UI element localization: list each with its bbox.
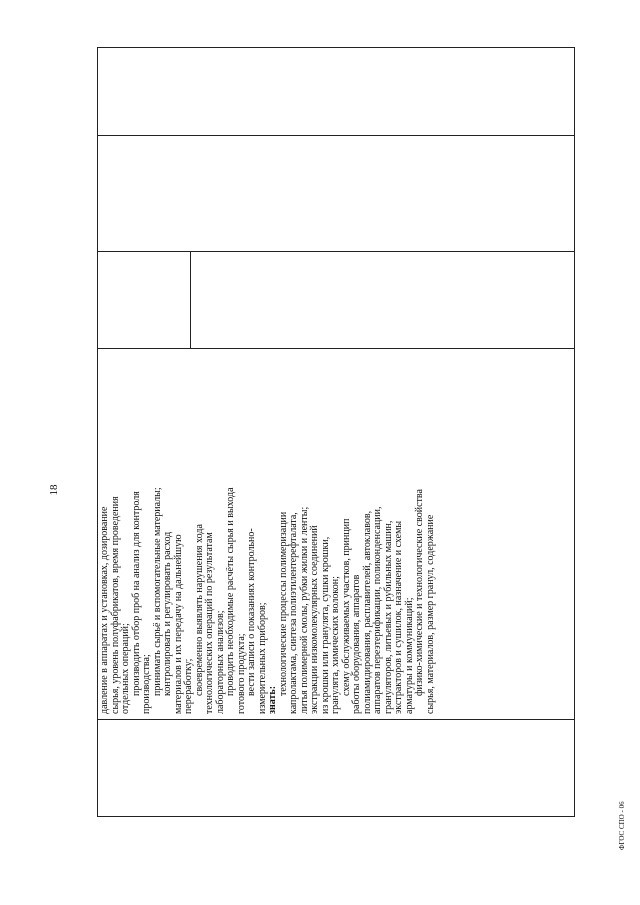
empty-cell-right-1 [98, 136, 575, 252]
text-line: полиамидирования, расплавителей, автоклавов, [361, 510, 373, 714]
text-line: своевременно выявлять нарушения хода [193, 524, 205, 696]
text-line: готового продукта; [235, 633, 247, 714]
text-line: производства; [141, 654, 152, 714]
table-row [98, 48, 575, 817]
text-line: вести записи о показаниях контрольно- [246, 528, 257, 696]
footer-code: ФГОС СПО - 06 [618, 801, 626, 850]
text-line: давление в аппаратах и установках, дозирование [99, 506, 110, 714]
text-line: аппаратов переэтерификации, поликонденсации, [372, 506, 383, 714]
empty-cell-middle [98, 252, 575, 349]
text-line: материалов и их передачу на дальнейшую [172, 534, 184, 714]
text-line: экстракции низкомолекулярных соединений [309, 525, 320, 714]
competency-text-cell [98, 349, 575, 720]
text-line: гранулята, химических волокон; [330, 576, 341, 714]
text-line: грануляторов, литьевых и рубильных машин, [382, 520, 394, 714]
text-line: технологические процессы полимеризации [277, 511, 289, 696]
text-line: контролировать и регулировать расход [162, 531, 173, 696]
text-line: переработку; [183, 658, 194, 714]
text-line: измерительных приборов; [256, 602, 268, 714]
text-line: проводить необходимые расчёты сырья и выхода [225, 487, 236, 696]
text-line: принимать сырьё и вспомогательные материалы; [151, 487, 163, 696]
standard-table [97, 47, 575, 817]
text-line: отдельных операций; [120, 623, 131, 714]
text-line: лабораторных анализов; [214, 610, 226, 714]
text-line: схему обслуживаемых участков, принцип [340, 518, 352, 696]
empty-cell-right-2 [98, 48, 575, 136]
text-line: литья полимерной смолы, рубки жилки и ленты; [298, 506, 310, 714]
text-line: технологических операций по результатам [204, 532, 215, 714]
text-line: знать: [267, 685, 278, 714]
text-line: работы оборудования, аппаратов [351, 574, 362, 714]
empty-cell-left [98, 720, 575, 817]
cell-divider [190, 252, 191, 348]
text-line: капролактама, синтеза полиэтилентерефталата, [288, 512, 299, 714]
text-line: арматуры и коммуникаций; [403, 597, 415, 714]
page-number: 18 [48, 484, 60, 496]
text-line: сырья, материалов, размер гранул, содержание [424, 514, 436, 714]
text-line: производить отбор проб на анализ для контроля [130, 491, 142, 696]
text-line: физико-химические и технологические свойства [414, 489, 425, 696]
competency-text [98, 349, 436, 719]
text-line: экстракторов и сушилок, назначение и схемы [393, 520, 404, 714]
text-line: из крошки или гранулята, сушки крошки, [319, 536, 331, 714]
text-line: сырья, уровень полуфабрикатов, время проведения [109, 496, 121, 714]
rotated-table-wrapper [97, 47, 575, 817]
